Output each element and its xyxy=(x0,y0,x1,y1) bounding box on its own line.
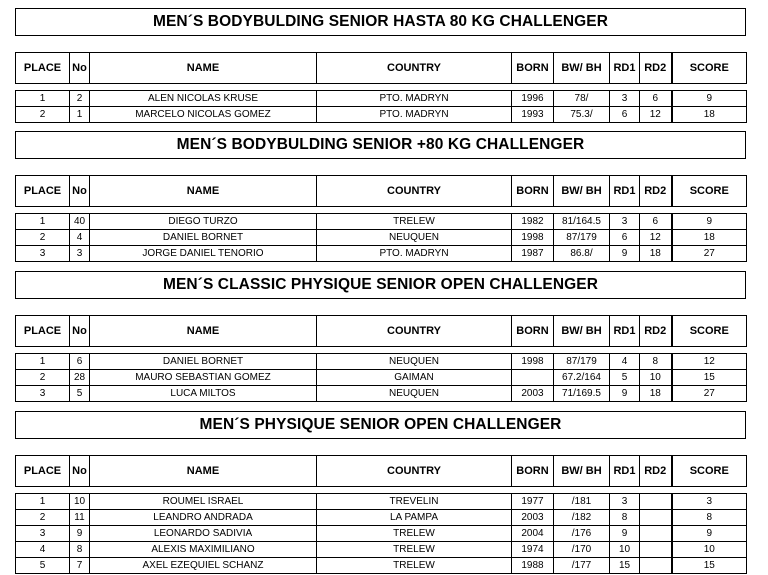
table-row xyxy=(16,526,747,542)
cell-born: 1998 xyxy=(512,230,554,246)
column-header-place: PLACE xyxy=(16,53,70,84)
cell-number: 7 xyxy=(70,558,90,574)
cell-born: 2003 xyxy=(512,510,554,526)
cell-place: 4 xyxy=(16,542,70,558)
table-header-row xyxy=(16,176,747,207)
column-header-place: PLACE xyxy=(16,316,70,347)
cell-name: LEANDRO ANDRADA xyxy=(90,510,317,526)
results-table xyxy=(15,455,747,574)
cell-bw-bh: 87/179 xyxy=(554,230,610,246)
cell-place: 2 xyxy=(16,107,70,123)
cell-name: DIEGO TURZO xyxy=(90,214,317,230)
column-header-bw-bh: BW/ BH xyxy=(554,176,610,207)
column-header-born: BORN xyxy=(512,456,554,487)
cell-number: 10 xyxy=(70,494,90,510)
cell-rd2 xyxy=(640,526,672,542)
cell-bw-bh: /181 xyxy=(554,494,610,510)
spacer-row xyxy=(16,207,747,214)
column-header-bw-bh: BW/ BH xyxy=(554,316,610,347)
cell-bw-bh: 78/ xyxy=(554,91,610,107)
table-row xyxy=(16,246,747,262)
cell-name: ALEN NICOLAS KRUSE xyxy=(90,91,317,107)
cell-born: 1977 xyxy=(512,494,554,510)
cell-number: 9 xyxy=(70,526,90,542)
cell-score: 27 xyxy=(672,386,747,402)
spacer-row xyxy=(16,487,747,494)
cell-country: LA PAMPA xyxy=(317,510,512,526)
cell-rd1: 10 xyxy=(610,542,640,558)
cell-rd2: 10 xyxy=(640,370,672,386)
cell-born: 2003 xyxy=(512,386,554,402)
cell-born: 1987 xyxy=(512,246,554,262)
cell-score: 18 xyxy=(672,230,747,246)
cell-place: 3 xyxy=(16,526,70,542)
cell-score: 9 xyxy=(672,91,747,107)
spacer-row xyxy=(16,84,747,91)
cell-name: ROUMEL ISRAEL xyxy=(90,494,317,510)
column-header-country: COUNTRY xyxy=(317,316,512,347)
cell-rd1: 9 xyxy=(610,246,640,262)
results-table xyxy=(15,315,747,402)
cell-born: 1993 xyxy=(512,107,554,123)
cell-name: ALEXIS MAXIMILIANO xyxy=(90,542,317,558)
cell-rd2: 6 xyxy=(640,214,672,230)
cell-rd2: 18 xyxy=(640,386,672,402)
cell-born: 1974 xyxy=(512,542,554,558)
cell-country: PTO. MADRYN xyxy=(317,107,512,123)
column-header-score: SCORE xyxy=(672,456,747,487)
cell-bw-bh: 71/169.5 xyxy=(554,386,610,402)
cell-number: 4 xyxy=(70,230,90,246)
cell-born xyxy=(512,370,554,386)
cell-bw-bh: 87/179 xyxy=(554,354,610,370)
cell-number: 3 xyxy=(70,246,90,262)
column-header-rd1: RD1 xyxy=(610,456,640,487)
cell-rd2 xyxy=(640,510,672,526)
cell-bw-bh: /176 xyxy=(554,526,610,542)
cell-score: 15 xyxy=(672,370,747,386)
column-header-rd1: RD1 xyxy=(610,53,640,84)
cell-name: MAURO SEBASTIAN GOMEZ xyxy=(90,370,317,386)
spacer-row xyxy=(16,347,747,354)
cell-number: 6 xyxy=(70,354,90,370)
cell-name: LUCA MILTOS xyxy=(90,386,317,402)
cell-score: 9 xyxy=(672,214,747,230)
cell-score: 15 xyxy=(672,558,747,574)
cell-country: NEUQUEN xyxy=(317,354,512,370)
cell-born: 1996 xyxy=(512,91,554,107)
cell-rd1: 6 xyxy=(610,230,640,246)
column-header-rd2: RD2 xyxy=(640,53,672,84)
cell-rd2 xyxy=(640,558,672,574)
results-table xyxy=(15,175,747,262)
cell-name: LEONARDO SADIVIA xyxy=(90,526,317,542)
column-header-score: SCORE xyxy=(672,316,747,347)
column-header-name: NAME xyxy=(90,176,317,207)
section-title: MEN´S CLASSIC PHYSIQUE SENIOR OPEN CHALLENGER xyxy=(15,271,746,299)
table-row xyxy=(16,542,747,558)
cell-country: NEUQUEN xyxy=(317,230,512,246)
cell-number: 2 xyxy=(70,91,90,107)
table-header-row xyxy=(16,316,747,347)
results-table xyxy=(15,52,747,123)
cell-rd2: 6 xyxy=(640,91,672,107)
cell-number: 11 xyxy=(70,510,90,526)
cell-born: 2004 xyxy=(512,526,554,542)
cell-place: 2 xyxy=(16,510,70,526)
column-header-number: No xyxy=(70,456,90,487)
cell-bw-bh: 67.2/164 xyxy=(554,370,610,386)
cell-name: DANIEL BORNET xyxy=(90,354,317,370)
cell-rd1: 9 xyxy=(610,526,640,542)
cell-country: GAIMAN xyxy=(317,370,512,386)
column-header-number: No xyxy=(70,176,90,207)
cell-rd1: 3 xyxy=(610,91,640,107)
cell-rd2: 8 xyxy=(640,354,672,370)
cell-name: MARCELO NICOLAS GOMEZ xyxy=(90,107,317,123)
table-header-row xyxy=(16,53,747,84)
cell-bw-bh: /182 xyxy=(554,510,610,526)
column-header-rd2: RD2 xyxy=(640,456,672,487)
table-row xyxy=(16,510,747,526)
cell-score: 10 xyxy=(672,542,747,558)
column-header-country: COUNTRY xyxy=(317,456,512,487)
cell-number: 40 xyxy=(70,214,90,230)
cell-place: 2 xyxy=(16,230,70,246)
cell-rd2: 12 xyxy=(640,230,672,246)
table-row xyxy=(16,214,747,230)
column-header-number: No xyxy=(70,316,90,347)
column-header-born: BORN xyxy=(512,316,554,347)
section-title: MEN´S PHYSIQUE SENIOR OPEN CHALLENGER xyxy=(15,411,746,439)
cell-number: 8 xyxy=(70,542,90,558)
cell-place: 3 xyxy=(16,246,70,262)
cell-score: 8 xyxy=(672,510,747,526)
column-header-rd1: RD1 xyxy=(610,316,640,347)
column-header-name: NAME xyxy=(90,456,317,487)
cell-country: PTO. MADRYN xyxy=(317,246,512,262)
cell-rd1: 3 xyxy=(610,214,640,230)
column-header-bw-bh: BW/ BH xyxy=(554,456,610,487)
cell-place: 1 xyxy=(16,354,70,370)
cell-score: 27 xyxy=(672,246,747,262)
cell-name: AXEL EZEQUIEL SCHANZ xyxy=(90,558,317,574)
cell-country: TRELEW xyxy=(317,558,512,574)
cell-born: 1988 xyxy=(512,558,554,574)
cell-score: 18 xyxy=(672,107,747,123)
cell-rd1: 3 xyxy=(610,494,640,510)
cell-country: TREVELIN xyxy=(317,494,512,510)
cell-bw-bh: 75.3/ xyxy=(554,107,610,123)
cell-country: PTO. MADRYN xyxy=(317,91,512,107)
cell-rd2: 12 xyxy=(640,107,672,123)
cell-rd2 xyxy=(640,494,672,510)
column-header-score: SCORE xyxy=(672,176,747,207)
column-header-score: SCORE xyxy=(672,53,747,84)
cell-place: 3 xyxy=(16,386,70,402)
cell-place: 1 xyxy=(16,494,70,510)
cell-bw-bh: /170 xyxy=(554,542,610,558)
column-header-number: No xyxy=(70,53,90,84)
section-title: MEN´S BODYBULDING SENIOR HASTA 80 KG CHALLENGER xyxy=(15,8,746,36)
cell-score: 3 xyxy=(672,494,747,510)
column-header-born: BORN xyxy=(512,53,554,84)
cell-score: 9 xyxy=(672,526,747,542)
cell-bw-bh: 81/164.5 xyxy=(554,214,610,230)
column-header-name: NAME xyxy=(90,316,317,347)
cell-rd2 xyxy=(640,542,672,558)
column-header-rd2: RD2 xyxy=(640,176,672,207)
table-row xyxy=(16,354,747,370)
cell-name: DANIEL BORNET xyxy=(90,230,317,246)
column-header-place: PLACE xyxy=(16,176,70,207)
cell-bw-bh: /177 xyxy=(554,558,610,574)
column-header-rd2: RD2 xyxy=(640,316,672,347)
cell-place: 1 xyxy=(16,214,70,230)
table-row xyxy=(16,91,747,107)
cell-rd1: 5 xyxy=(610,370,640,386)
cell-number: 5 xyxy=(70,386,90,402)
column-header-place: PLACE xyxy=(16,456,70,487)
table-row xyxy=(16,386,747,402)
cell-place: 2 xyxy=(16,370,70,386)
cell-country: TRELEW xyxy=(317,214,512,230)
table-row xyxy=(16,494,747,510)
column-header-born: BORN xyxy=(512,176,554,207)
cell-rd1: 9 xyxy=(610,386,640,402)
column-header-bw-bh: BW/ BH xyxy=(554,53,610,84)
cell-number: 1 xyxy=(70,107,90,123)
cell-country: TRELEW xyxy=(317,542,512,558)
column-header-name: NAME xyxy=(90,53,317,84)
cell-country: TRELEW xyxy=(317,526,512,542)
cell-place: 5 xyxy=(16,558,70,574)
cell-rd1: 4 xyxy=(610,354,640,370)
cell-score: 12 xyxy=(672,354,747,370)
column-header-country: COUNTRY xyxy=(317,176,512,207)
cell-rd1: 6 xyxy=(610,107,640,123)
cell-born: 1982 xyxy=(512,214,554,230)
cell-place: 1 xyxy=(16,91,70,107)
section-title: MEN´S BODYBULDING SENIOR +80 KG CHALLENGER xyxy=(15,131,746,159)
cell-rd2: 18 xyxy=(640,246,672,262)
table-row xyxy=(16,370,747,386)
cell-name: JORGE DANIEL TENORIO xyxy=(90,246,317,262)
table-header-row xyxy=(16,456,747,487)
cell-bw-bh: 86.8/ xyxy=(554,246,610,262)
cell-rd1: 15 xyxy=(610,558,640,574)
table-row xyxy=(16,230,747,246)
cell-born: 1998 xyxy=(512,354,554,370)
table-row xyxy=(16,107,747,123)
column-header-country: COUNTRY xyxy=(317,53,512,84)
cell-rd1: 8 xyxy=(610,510,640,526)
cell-number: 28 xyxy=(70,370,90,386)
column-header-rd1: RD1 xyxy=(610,176,640,207)
table-row xyxy=(16,558,747,574)
cell-country: NEUQUEN xyxy=(317,386,512,402)
